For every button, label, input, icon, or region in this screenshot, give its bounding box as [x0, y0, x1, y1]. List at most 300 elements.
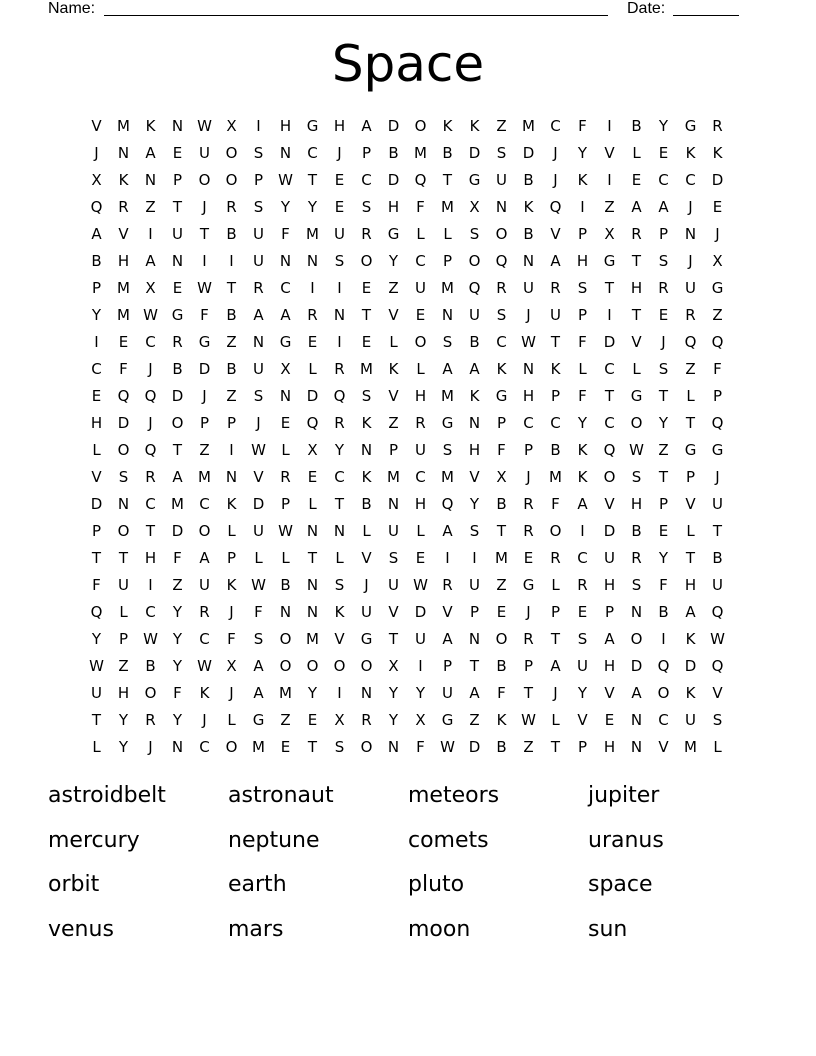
grid-letter: I	[256, 117, 261, 135]
grid-letter: I	[337, 684, 342, 702]
grid-letter: K	[685, 684, 696, 702]
grid-letter: O	[360, 657, 373, 675]
grid-letter: W	[521, 333, 536, 351]
grid-letter: C	[307, 144, 318, 162]
grid-letter: Q	[90, 198, 103, 216]
grid-letter: V	[388, 306, 399, 324]
grid-letter: Q	[144, 387, 157, 405]
grid-letter: M	[441, 279, 454, 297]
grid-letter: Y	[577, 414, 588, 432]
grid-row	[83, 248, 733, 275]
grid-letter: R	[253, 279, 264, 297]
grid-letter: O	[198, 522, 211, 540]
grid-letter: M	[387, 468, 400, 486]
grid-letter: I	[445, 549, 450, 567]
grid-letter: V	[91, 117, 102, 135]
grid-letter: B	[523, 171, 534, 189]
grid-letter: T	[523, 684, 534, 702]
grid-letter: J	[553, 684, 558, 702]
word-bank-item: mars	[228, 916, 284, 942]
grid-letter: N	[441, 306, 454, 324]
grid-letter: M	[117, 279, 130, 297]
grid-letter: B	[631, 117, 642, 135]
grid-letter: T	[172, 198, 183, 216]
grid-letter: K	[496, 711, 507, 729]
grid-letter: N	[306, 576, 319, 594]
grid-letter: Z	[496, 117, 507, 135]
grid-letter: C	[658, 711, 669, 729]
grid-row	[83, 329, 733, 356]
grid-letter: X	[415, 711, 426, 729]
grid-letter: P	[226, 549, 237, 567]
grid-letter: R	[361, 711, 372, 729]
grid-letter: V	[91, 468, 102, 486]
grid-letter: Q	[495, 252, 508, 270]
grid-letter: O	[279, 630, 292, 648]
grid-letter: B	[388, 144, 399, 162]
grid-letter: T	[226, 279, 237, 297]
grid-letter: R	[145, 468, 156, 486]
grid-letter: K	[523, 198, 534, 216]
grid-letter: V	[604, 684, 615, 702]
grid-letter: O	[117, 522, 130, 540]
grid-letter: R	[334, 360, 345, 378]
grid-letter: W	[440, 738, 455, 756]
grid-letter: S	[577, 630, 588, 648]
grid-letter: O	[279, 657, 292, 675]
grid-letter: N	[387, 495, 400, 513]
grid-letter: K	[388, 360, 399, 378]
grid-letter: Z	[118, 657, 129, 675]
grid-letter: O	[657, 684, 670, 702]
grid-letter: W	[629, 441, 644, 459]
grid-letter: N	[333, 306, 346, 324]
grid-letter: E	[658, 522, 669, 540]
grid-letter: H	[684, 576, 697, 594]
grid-letter: H	[603, 576, 616, 594]
grid-letter: T	[469, 657, 480, 675]
grid-letter: S	[388, 549, 399, 567]
grid-letter: Z	[469, 711, 480, 729]
grid-letter: A	[442, 522, 453, 540]
grid-letter: B	[442, 144, 453, 162]
grid-letter: D	[198, 360, 211, 378]
grid-letter: K	[442, 117, 453, 135]
grid-row	[83, 626, 733, 653]
grid-letter: Q	[306, 414, 319, 432]
grid-row	[83, 275, 733, 302]
grid-letter: Q	[711, 414, 724, 432]
grid-letter: P	[685, 468, 696, 486]
grid-letter: L	[632, 360, 641, 378]
grid-letter: J	[526, 306, 531, 324]
grid-letter: O	[360, 738, 373, 756]
grid-letter: V	[604, 144, 615, 162]
grid-letter: U	[253, 360, 264, 378]
grid-letter: J	[202, 198, 207, 216]
grid-row	[83, 599, 733, 626]
grid-letter: Y	[658, 414, 669, 432]
grid-letter: F	[173, 684, 182, 702]
grid-letter: A	[145, 252, 156, 270]
grid-letter: H	[279, 117, 292, 135]
grid-letter: W	[278, 171, 293, 189]
grid-letter: Q	[441, 495, 454, 513]
grid-letter: D	[522, 144, 535, 162]
grid-letter: N	[495, 198, 508, 216]
grid-letter: Y	[658, 117, 669, 135]
grid-letter: R	[415, 414, 426, 432]
grid-letter: V	[388, 387, 399, 405]
grid-letter: R	[442, 576, 453, 594]
grid-letter: X	[712, 252, 723, 270]
grid-letter: Q	[468, 279, 481, 297]
grid-letter: Z	[658, 441, 669, 459]
grid-letter: C	[496, 333, 507, 351]
grid-letter: W	[197, 657, 212, 675]
grid-letter: P	[523, 657, 534, 675]
grid-letter: U	[361, 603, 372, 621]
grid-letter: C	[415, 468, 426, 486]
grid-letter: B	[145, 657, 156, 675]
grid-letter: P	[442, 252, 453, 270]
grid-letter: V	[442, 603, 453, 621]
grid-row	[83, 356, 733, 383]
grid-letter: V	[361, 549, 372, 567]
grid-letter: P	[280, 495, 291, 513]
grid-letter: N	[630, 711, 643, 729]
grid-letter: G	[495, 387, 508, 405]
grid-letter: F	[578, 333, 587, 351]
grid-letter: N	[684, 225, 697, 243]
grid-letter: N	[522, 360, 535, 378]
grid-letter: B	[226, 306, 237, 324]
grid-letter: Z	[145, 198, 156, 216]
grid-letter: A	[442, 630, 453, 648]
grid-letter: R	[361, 225, 372, 243]
grid-letter: Y	[172, 630, 183, 648]
grid-letter: T	[658, 468, 669, 486]
grid-letter: Z	[604, 198, 615, 216]
grid-letter: W	[710, 630, 725, 648]
grid-letter: I	[607, 117, 612, 135]
grid-letter: P	[604, 603, 615, 621]
grid-letter: N	[171, 252, 184, 270]
grid-row	[83, 437, 733, 464]
grid-letter: U	[523, 279, 534, 297]
grid-letter: S	[253, 198, 264, 216]
grid-letter: T	[442, 171, 453, 189]
grid-letter: E	[712, 198, 723, 216]
grid-letter: G	[603, 252, 616, 270]
grid-letter: N	[387, 738, 400, 756]
grid-letter: I	[148, 225, 153, 243]
grid-letter: M	[684, 738, 697, 756]
grid-letter: L	[416, 225, 425, 243]
grid-letter: Z	[685, 360, 696, 378]
grid-letter: V	[685, 495, 696, 513]
grid-letter: E	[280, 414, 291, 432]
grid-letter: A	[658, 198, 669, 216]
grid-letter: L	[308, 360, 317, 378]
grid-letter: B	[226, 225, 237, 243]
grid-letter: Y	[577, 684, 588, 702]
grid-letter: Q	[711, 657, 724, 675]
grid-letter: P	[91, 279, 102, 297]
grid-letter: D	[630, 657, 643, 675]
grid-letter: P	[226, 414, 237, 432]
grid-letter: H	[117, 684, 130, 702]
grid-letter: F	[416, 198, 425, 216]
worksheet-header	[0, 0, 816, 20]
grid-letter: E	[415, 306, 426, 324]
letter-grid	[83, 113, 733, 761]
grid-letter: L	[281, 549, 290, 567]
grid-letter: E	[307, 711, 318, 729]
grid-letter: C	[334, 468, 345, 486]
word-bank-item: space	[588, 872, 653, 897]
grid-letter: M	[549, 468, 562, 486]
grid-letter: N	[522, 252, 535, 270]
grid-letter: G	[711, 279, 724, 297]
grid-letter: B	[172, 360, 183, 378]
grid-letter: I	[310, 279, 315, 297]
grid-letter: G	[171, 306, 184, 324]
grid-letter: G	[360, 630, 373, 648]
grid-letter: G	[684, 441, 697, 459]
grid-letter: C	[550, 414, 561, 432]
word-bank-item: sun	[588, 916, 628, 942]
grid-letter: K	[145, 117, 156, 135]
grid-letter: U	[496, 171, 507, 189]
grid-letter: N	[279, 387, 292, 405]
grid-letter: J	[148, 360, 153, 378]
grid-letter: M	[441, 468, 454, 486]
grid-letter: O	[117, 441, 130, 459]
grid-letter: S	[469, 522, 480, 540]
grid-letter: A	[442, 360, 453, 378]
grid-letter: D	[468, 144, 481, 162]
grid-letter: O	[225, 171, 238, 189]
word-bank-item: meteors	[408, 783, 500, 808]
grid-letter: B	[523, 225, 534, 243]
grid-letter: S	[658, 252, 669, 270]
grid-letter: G	[252, 711, 265, 729]
grid-letter: F	[200, 306, 209, 324]
grid-letter: J	[526, 468, 531, 486]
grid-letter: V	[550, 225, 561, 243]
word-bank-item: earth	[228, 872, 287, 897]
grid-letter: X	[604, 225, 615, 243]
grid-letter: T	[307, 549, 318, 567]
grid-letter: U	[604, 549, 615, 567]
grid-letter: Y	[280, 198, 291, 216]
grid-letter: E	[307, 333, 318, 351]
grid-letter: P	[199, 414, 210, 432]
grid-letter: H	[414, 495, 427, 513]
grid-row	[83, 734, 733, 761]
grid-letter: U	[388, 576, 399, 594]
grid-letter: I	[229, 441, 234, 459]
grid-letter: E	[658, 306, 669, 324]
grid-letter: L	[578, 360, 587, 378]
grid-letter: N	[171, 738, 184, 756]
grid-letter: A	[550, 657, 561, 675]
grid-letter: N	[306, 252, 319, 270]
grid-letter: M	[360, 360, 373, 378]
grid-letter: A	[91, 225, 102, 243]
grid-letter: P	[118, 630, 129, 648]
grid-letter: D	[711, 171, 724, 189]
grid-row	[83, 464, 733, 491]
grid-letter: M	[306, 630, 319, 648]
grid-letter: J	[337, 144, 342, 162]
grid-letter: W	[197, 279, 212, 297]
grid-letter: L	[686, 387, 695, 405]
grid-letter: J	[364, 576, 369, 594]
grid-row	[83, 491, 733, 518]
grid-letter: A	[469, 360, 480, 378]
grid-letter: S	[577, 279, 588, 297]
grid-letter: B	[496, 657, 507, 675]
grid-letter: K	[685, 630, 696, 648]
grid-letter: S	[334, 252, 345, 270]
word-bank-item: moon	[408, 916, 471, 942]
grid-letter: A	[280, 306, 291, 324]
grid-letter: Y	[91, 630, 102, 648]
grid-letter: J	[256, 414, 261, 432]
grid-letter: K	[226, 495, 237, 513]
grid-letter: R	[577, 576, 588, 594]
grid-letter: F	[254, 603, 263, 621]
grid-letter: T	[91, 711, 102, 729]
grid-letter: X	[226, 117, 237, 135]
grid-letter: Q	[711, 333, 724, 351]
grid-letter: C	[550, 117, 561, 135]
grid-letter: W	[143, 630, 158, 648]
grid-letter: O	[171, 414, 184, 432]
word-bank-item: comets	[408, 827, 489, 853]
grid-letter: N	[279, 252, 292, 270]
grid-letter: L	[416, 360, 425, 378]
grid-letter: K	[469, 387, 480, 405]
grid-letter: S	[631, 576, 642, 594]
word-bank-item: venus	[48, 916, 114, 942]
grid-letter: I	[148, 576, 153, 594]
grid-letter: J	[553, 144, 558, 162]
grid-letter: D	[684, 657, 697, 675]
grid-letter: E	[415, 549, 426, 567]
grid-letter: I	[418, 657, 423, 675]
grid-letter: K	[334, 603, 345, 621]
grid-letter: P	[91, 522, 102, 540]
grid-letter: T	[631, 252, 642, 270]
grid-letter: E	[280, 738, 291, 756]
grid-letter: V	[388, 603, 399, 621]
word-bank-item: astronaut	[228, 783, 334, 808]
grid-letter: M	[252, 738, 265, 756]
grid-letter: F	[416, 738, 425, 756]
grid-letter: F	[227, 630, 236, 648]
grid-row	[83, 221, 733, 248]
grid-letter: L	[119, 603, 128, 621]
grid-letter: Z	[172, 576, 183, 594]
grid-letter: G	[387, 225, 400, 243]
grid-letter: I	[661, 630, 666, 648]
grid-letter: I	[580, 522, 585, 540]
grid-letter: F	[281, 225, 290, 243]
grid-letter: L	[254, 549, 263, 567]
grid-letter: C	[523, 414, 534, 432]
grid-letter: B	[550, 441, 561, 459]
grid-letter: L	[308, 495, 317, 513]
grid-letter: F	[119, 360, 128, 378]
grid-letter: P	[469, 603, 480, 621]
grid-letter: S	[334, 576, 345, 594]
grid-letter: X	[469, 198, 480, 216]
grid-letter: Y	[118, 711, 129, 729]
grid-letter: S	[442, 333, 453, 351]
grid-letter: O	[360, 252, 373, 270]
grid-letter: T	[199, 225, 210, 243]
grid-letter: H	[90, 414, 103, 432]
grid-letter: C	[145, 603, 156, 621]
grid-letter: U	[199, 144, 210, 162]
grid-letter: K	[199, 684, 210, 702]
grid-letter: U	[415, 441, 426, 459]
grid-letter: V	[118, 225, 129, 243]
grid-letter: D	[252, 495, 265, 513]
grid-letter: U	[388, 522, 399, 540]
grid-letter: P	[442, 657, 453, 675]
grid-letter: G	[306, 117, 319, 135]
grid-letter: N	[360, 684, 373, 702]
grid-letter: W	[89, 657, 104, 675]
grid-letter: U	[199, 576, 210, 594]
grid-letter: K	[469, 117, 480, 135]
grid-letter: Y	[415, 684, 426, 702]
word-bank-item: uranus	[588, 827, 664, 853]
grid-letter: J	[229, 684, 234, 702]
grid-letter: I	[607, 171, 612, 189]
grid-letter: Y	[388, 684, 399, 702]
grid-letter: J	[715, 468, 720, 486]
grid-letter: S	[631, 468, 642, 486]
grid-letter: E	[91, 387, 102, 405]
grid-letter: A	[172, 468, 183, 486]
grid-letter: O	[630, 630, 643, 648]
grid-letter: L	[443, 225, 452, 243]
grid-letter: A	[631, 198, 642, 216]
grid-letter: B	[469, 333, 480, 351]
grid-letter: L	[92, 738, 101, 756]
grid-letter: C	[199, 495, 210, 513]
grid-letter: B	[658, 603, 669, 621]
grid-letter: U	[469, 576, 480, 594]
grid-letter: O	[630, 414, 643, 432]
grid-letter: Y	[118, 738, 129, 756]
grid-letter: I	[229, 252, 234, 270]
grid-letter: Y	[334, 441, 345, 459]
grid-letter: R	[631, 225, 642, 243]
grid-letter: C	[415, 252, 426, 270]
grid-letter: V	[604, 495, 615, 513]
grid-letter: Z	[388, 414, 399, 432]
grid-letter: L	[335, 549, 344, 567]
grid-letter: V	[334, 630, 345, 648]
grid-letter: R	[550, 279, 561, 297]
grid-letter: I	[337, 279, 342, 297]
